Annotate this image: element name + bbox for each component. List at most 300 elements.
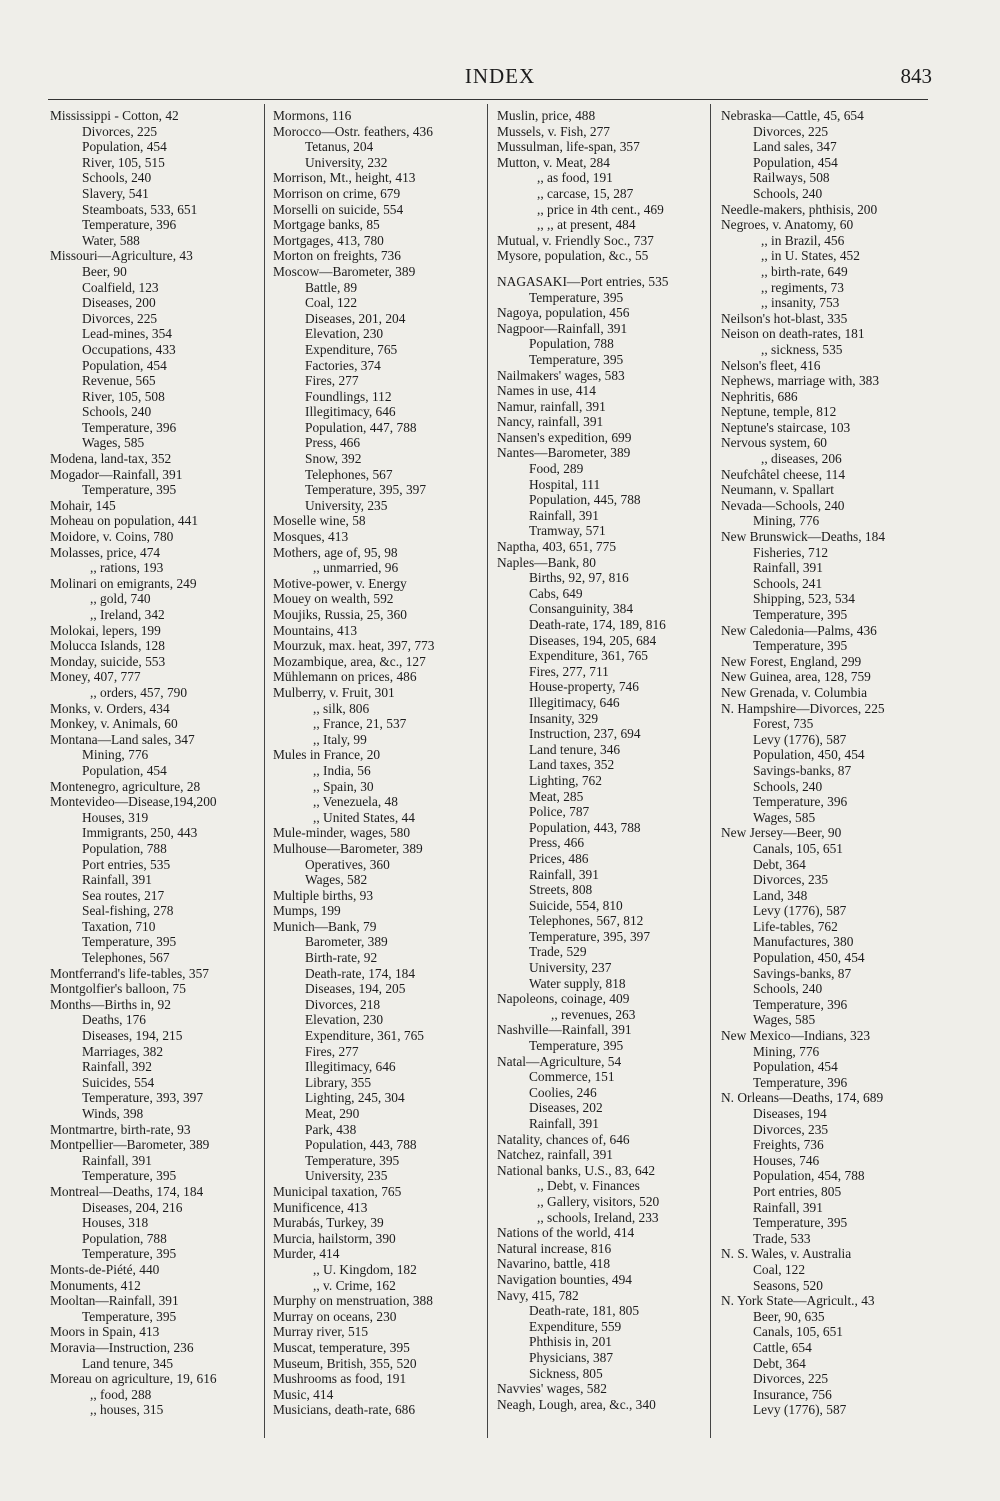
index-subentry: Consanguinity, 384 — [529, 601, 634, 617]
index-entry: Navvies' wages, 582 — [497, 1381, 607, 1397]
index-subentry: Mining, 776 — [753, 1043, 820, 1059]
index-entry: New Guinea, area, 128, 759 — [721, 669, 871, 685]
index-entry: Mule-minder, wages, 580 — [273, 825, 411, 841]
index-entry: Mulhouse—Barometer, 389 — [273, 840, 423, 856]
index-subentry: Diseases, 200 — [82, 295, 156, 311]
index-subentry: Water supply, 818 — [529, 975, 626, 991]
index-entry: Moors in Spain, 413 — [50, 1324, 160, 1340]
index-subentry: Physicians, 387 — [529, 1349, 614, 1365]
index-entry: Nations of the world, 414 — [497, 1225, 635, 1241]
index-subentry: Rainfall, 391 — [82, 1152, 152, 1168]
index-subentry: Rainfall, 391 — [753, 1199, 823, 1215]
index-entry: Moheau on population, 441 — [50, 513, 199, 529]
index-subentry: University, 235 — [305, 497, 388, 513]
index-subentry: Debt, 364 — [753, 1355, 806, 1371]
index-subentry: Schools, 240 — [82, 404, 152, 420]
index-subentry: Winds, 398 — [82, 1106, 144, 1121]
index-subentry: Battle, 89 — [305, 279, 358, 295]
index-subentry: ,, Venezuela, 48 — [313, 794, 398, 810]
index-entry: Murphy on menstruation, 388 — [273, 1293, 433, 1309]
index-subentry: Meat, 290 — [305, 1106, 360, 1121]
index-entry: Moscow—Barometer, 389 — [273, 263, 416, 279]
index-subentry: Operatives, 360 — [305, 856, 390, 872]
index-subentry: Police, 787 — [529, 804, 590, 820]
index-entry: Mouey on wealth, 592 — [273, 591, 394, 607]
index-subentry: Wages, 585 — [82, 435, 145, 451]
index-subentry: ,, France, 21, 537 — [313, 716, 407, 732]
index-subentry: ,, Gallery, visitors, 520 — [537, 1193, 660, 1209]
index-subentry: Temperature, 396 — [753, 1074, 848, 1090]
index-subentry: Birth-rate, 92 — [305, 950, 378, 966]
index-entry: Murcia, hailstorm, 390 — [273, 1230, 396, 1246]
index-entry: Motive-power, v. Energy — [273, 575, 407, 591]
section-gap — [497, 264, 719, 274]
index-entry: Months—Births in, 92 — [50, 996, 171, 1012]
index-subentry: Suicides, 554 — [82, 1074, 155, 1090]
index-entry: Morton on freights, 736 — [273, 248, 401, 264]
index-entry: New Mexico—Indians, 323 — [721, 1028, 871, 1044]
index-entry: Neilson's hot-blast, 335 — [721, 310, 848, 326]
index-subentry: Population, 788 — [82, 840, 167, 856]
index-subentry: Diseases, 202 — [529, 1100, 603, 1116]
index-subentry: Schools, 240 — [753, 185, 823, 201]
index-subentry: ,, Italy, 99 — [313, 731, 367, 747]
index-subentry: Houses, 318 — [82, 1215, 149, 1231]
index-subentry: Population, 450, 454 — [753, 950, 865, 966]
index-entry: Nancy, rainfall, 391 — [497, 414, 604, 430]
index-subentry: Foundlings, 112 — [305, 388, 392, 404]
index-entry: Mogador—Rainfall, 391 — [50, 466, 183, 482]
index-subentry: Land taxes, 352 — [529, 757, 615, 773]
index-entry: Murder, 414 — [273, 1246, 340, 1262]
index-subentry: Divorces, 235 — [753, 1121, 829, 1137]
index-subentry: Divorces, 218 — [305, 996, 381, 1012]
index-subentry: ,, houses, 315 — [90, 1402, 164, 1418]
index-entry: Molasses, price, 474 — [50, 544, 161, 560]
index-subentry: Manufactures, 380 — [753, 934, 854, 950]
index-subentry: Divorces, 235 — [753, 872, 829, 888]
index-subentry: Temperature, 395 — [529, 1038, 624, 1054]
index-subentry: Tramway, 571 — [529, 523, 606, 539]
index-subentry: Steamboats, 533, 651 — [82, 201, 198, 217]
index-subentry: Meat, 285 — [529, 788, 584, 804]
index-entry: Moselle wine, 58 — [273, 513, 366, 529]
index-entry: Navigation bounties, 494 — [497, 1271, 633, 1287]
index-subentry: Population, 443, 788 — [529, 819, 641, 835]
index-subentry: Diseases, 194, 205 — [305, 981, 406, 997]
index-subentry: Schools, 240 — [753, 778, 823, 794]
index-subentry: Fires, 277 — [305, 1043, 359, 1059]
index-subentry: Library, 355 — [305, 1074, 372, 1090]
index-entry: Montmartre, birth-rate, 93 — [50, 1121, 191, 1137]
index-entry: Namur, rainfall, 391 — [497, 398, 606, 414]
index-subentry: Houses, 319 — [82, 809, 149, 825]
index-entry: Neptune, temple, 812 — [721, 404, 837, 420]
page-number: 843 — [900, 64, 932, 88]
index-subentry: Barometer, 389 — [305, 934, 388, 950]
index-entry: Music, 414 — [273, 1386, 334, 1402]
index-subentry: House-property, 746 — [529, 679, 639, 695]
index-entry: Nevada—Schools, 240 — [721, 497, 845, 513]
index-entry: Nervous system, 60 — [721, 435, 828, 451]
index-subentry: Land, 348 — [753, 887, 808, 903]
page-title: INDEX — [464, 64, 536, 88]
index-entry: N. Hampshire—Divorces, 225 — [721, 700, 885, 716]
index-subentry: University, 237 — [529, 960, 612, 976]
index-subentry: Diseases, 201, 204 — [305, 310, 406, 326]
index-subentry: Population, 788 — [82, 1230, 167, 1246]
index-entry: Morrison, Mt., height, 413 — [273, 170, 416, 186]
index-subentry: Rainfall, 391 — [82, 872, 152, 888]
index-subentry: Population, 445, 788 — [529, 492, 641, 508]
index-entry: Modena, land-tax, 352 — [50, 451, 172, 467]
index-entry: Mysore, population, &c., 55 — [497, 248, 649, 264]
index-subentry: Temperature, 396 — [753, 996, 848, 1012]
index-subentry: Houses, 746 — [753, 1152, 820, 1168]
index-entry: Mushrooms as food, 191 — [273, 1371, 407, 1387]
index-subentry: Temperature, 395 — [753, 607, 848, 622]
index-entry: New Jersey—Beer, 90 — [721, 825, 842, 841]
index-subentry: Coolies, 246 — [529, 1084, 597, 1100]
index-subentry: ,, sickness, 535 — [761, 341, 843, 357]
index-entry: Negroes, v. Anatomy, 60 — [721, 217, 854, 233]
index-entry: Needle-makers, phthisis, 200 — [721, 201, 878, 217]
index-subentry: Death-rate, 174, 189, 816 — [529, 617, 666, 632]
index-entry: Muscat, temperature, 395 — [273, 1339, 410, 1355]
index-subentry: Wages, 582 — [305, 872, 368, 888]
index-entry: Munich—Bank, 79 — [273, 918, 377, 934]
index-subentry: Illegitimacy, 646 — [305, 404, 396, 420]
index-subentry: Divorces, 225 — [753, 123, 829, 139]
index-subentry: Temperature, 396 — [753, 794, 848, 810]
index-entry: Mortgage banks, 85 — [273, 217, 380, 233]
index-entry: Natural increase, 816 — [497, 1240, 612, 1256]
index-entry: Morocco—Ostr. feathers, 436 — [273, 123, 433, 139]
index-subentry: Rainfall, 391 — [529, 1116, 599, 1131]
index-subentry: Population, 454 — [753, 154, 838, 170]
index-subentry: Revenue, 565 — [82, 373, 156, 389]
index-subentry: Rainfall, 391 — [753, 560, 823, 576]
index-subentry: Schools, 240 — [82, 170, 152, 186]
index-subentry: ,, as food, 191 — [537, 170, 613, 186]
index-entry: Mussels, v. Fish, 277 — [497, 123, 610, 139]
index-subentry: Population, 454 — [753, 1059, 838, 1075]
index-entry: Montenegro, agriculture, 28 — [50, 778, 201, 794]
index-entry: Naples—Bank, 80 — [497, 554, 596, 570]
index-subentry: Temperature, 396 — [82, 419, 177, 435]
index-subentry: Instruction, 237, 694 — [529, 726, 641, 742]
index-subentry: Fires, 277, 711 — [529, 663, 609, 679]
index-entry: Monkey, v. Animals, 60 — [50, 716, 178, 732]
index-entry: New Caledonia—Palms, 436 — [721, 622, 877, 638]
index-entry: Natality, chances of, 646 — [497, 1131, 630, 1147]
index-entry: Mooltan—Rainfall, 391 — [50, 1293, 179, 1309]
index-subentry: Coal, 122 — [305, 295, 358, 311]
index-entry: Municipal taxation, 765 — [273, 1183, 402, 1199]
index-column-1 — [50, 108, 272, 1418]
index-subentry: Diseases, 194 — [753, 1106, 827, 1121]
index-entry: Molucca Islands, 128 — [50, 638, 165, 654]
index-subentry: ,, India, 56 — [313, 762, 371, 778]
index-subentry: Sea routes, 217 — [82, 887, 165, 903]
index-subentry: Land tenure, 346 — [529, 741, 621, 757]
index-entry: Natchez, rainfall, 391 — [497, 1147, 613, 1163]
index-subentry: River, 105, 508 — [82, 388, 165, 404]
index-entry: Moidore, v. Coins, 780 — [50, 529, 174, 545]
index-subentry: ,, in Brazil, 456 — [761, 232, 845, 248]
index-subentry: Press, 466 — [529, 835, 585, 851]
index-subentry: ,, diseases, 206 — [761, 451, 842, 467]
index-subentry: Fires, 277 — [305, 373, 359, 389]
index-subentry: ,, Ireland, 342 — [90, 607, 165, 622]
index-subentry: University, 235 — [305, 1168, 388, 1184]
index-entry: Morselli on suicide, 554 — [273, 201, 404, 217]
index-subentry: ,, unmarried, 96 — [313, 560, 399, 576]
index-subentry: Trade, 529 — [529, 944, 587, 960]
index-entry: Neufchâtel cheese, 114 — [721, 466, 846, 482]
index-entry: Multiple births, 93 — [273, 887, 374, 903]
index-subentry: Temperature, 395 — [82, 482, 177, 498]
index-entry: Mortgages, 413, 780 — [273, 232, 384, 248]
index-entry: New Forest, England, 299 — [721, 653, 862, 669]
index-entry: N. S. Wales, v. Australia — [721, 1246, 852, 1262]
index-entry: Morrison on crime, 679 — [273, 185, 401, 201]
index-subentry: Mining, 776 — [82, 747, 149, 763]
index-subentry: ,, carcase, 15, 287 — [537, 185, 634, 201]
index-entry: Names in use, 414 — [497, 383, 596, 399]
header-rule — [48, 99, 928, 100]
index-subentry: Lead-mines, 354 — [82, 326, 172, 342]
index-subentry: ,, ,, at present, 484 — [537, 217, 636, 233]
index-subentry: Park, 438 — [305, 1121, 357, 1137]
index-entry: Mormons, 116 — [273, 108, 352, 123]
index-entry: Monday, suicide, 553 — [50, 653, 166, 669]
index-subentry: Commerce, 151 — [529, 1069, 615, 1085]
index-subentry: Births, 92, 97, 816 — [529, 570, 629, 586]
index-subentry: Levy (1776), 587 — [753, 903, 847, 919]
index-subentry: Deaths, 176 — [82, 1012, 146, 1028]
index-entry: Nagoya, population, 456 — [497, 305, 630, 321]
index-subentry: Temperature, 395 — [82, 934, 177, 950]
index-subentry: Seal-fishing, 278 — [82, 903, 174, 919]
index-entry: Montana—Land sales, 347 — [50, 731, 195, 747]
index-entry: Murabás, Turkey, 39 — [273, 1215, 384, 1231]
index-entry: New Brunswick—Deaths, 184 — [721, 529, 886, 545]
index-subentry: Debt, 364 — [753, 856, 806, 872]
index-subentry: Occupations, 433 — [82, 341, 176, 357]
index-entry: Mühlemann on prices, 486 — [273, 669, 417, 685]
index-entry: Montgolfier's balloon, 75 — [50, 981, 186, 997]
index-subentry: Phthisis in, 201 — [529, 1334, 612, 1350]
index-subentry: Insanity, 329 — [529, 710, 599, 726]
index-entry: Nailmakers' wages, 583 — [497, 367, 625, 383]
index-column-4 — [721, 108, 943, 1418]
index-subentry: ,, silk, 806 — [313, 700, 370, 716]
index-subentry: Coalfield, 123 — [82, 279, 159, 295]
index-subentry: Mining, 776 — [753, 513, 820, 529]
index-entry: Munificence, 413 — [273, 1199, 368, 1215]
index-subentry: Population, 454 — [82, 357, 167, 373]
index-subentry: Suicide, 554, 810 — [529, 897, 623, 913]
index-subentry: Temperature, 395 — [82, 1168, 177, 1184]
index-entry: Mumps, 199 — [273, 903, 341, 919]
index-subentry: Cattle, 654 — [753, 1339, 812, 1355]
index-entry: Nephews, marriage with, 383 — [721, 373, 880, 389]
index-subentry: Divorces, 225 — [753, 1371, 829, 1387]
index-entry: NAGASAKI—Port entries, 535 — [497, 273, 669, 289]
index-subentry: ,, birth-rate, 649 — [761, 263, 848, 279]
index-subentry: Savings-banks, 87 — [753, 762, 852, 778]
index-subentry: ,, in U. States, 452 — [761, 248, 860, 264]
index-subentry: Population, 443, 788 — [305, 1137, 417, 1153]
index-subentry: Prices, 486 — [529, 850, 589, 866]
index-subentry: Temperature, 393, 397 — [82, 1090, 204, 1106]
index-entry: N. Orleans—Deaths, 174, 689 — [721, 1090, 884, 1106]
index-subentry: Expenditure, 361, 765 — [305, 1028, 425, 1044]
index-entry: Moravia—Instruction, 236 — [50, 1339, 194, 1355]
index-subentry: Temperature, 395 — [305, 1152, 400, 1168]
index-entry: Mourzuk, max. heat, 397, 773 — [273, 638, 435, 654]
index-entry: Muslin, price, 488 — [497, 108, 596, 123]
index-subentry: Port entries, 805 — [753, 1183, 842, 1199]
index-subentry: Telephones, 567 — [82, 950, 170, 966]
index-subentry: ,, schools, Ireland, 233 — [537, 1209, 659, 1225]
index-subentry: Rainfall, 392 — [82, 1059, 152, 1075]
index-subentry: Insurance, 756 — [753, 1386, 832, 1402]
index-entry: Money, 407, 777 — [50, 669, 141, 685]
index-subentry: Divorces, 225 — [82, 310, 158, 326]
index-subentry: ,, food, 288 — [90, 1386, 152, 1402]
index-subentry: Temperature, 396 — [82, 217, 177, 233]
index-entry: Nephritis, 686 — [721, 388, 798, 404]
index-subentry: Levy (1776), 587 — [753, 1402, 847, 1418]
index-subentry: Population, 454, 788 — [753, 1168, 865, 1184]
index-subentry: Death-rate, 181, 805 — [529, 1303, 640, 1319]
index-subentry: Cabs, 649 — [529, 585, 583, 601]
index-subentry: Immigrants, 250, 443 — [82, 825, 198, 841]
index-subentry: Land sales, 347 — [753, 139, 837, 155]
index-subentry: Tetanus, 204 — [305, 139, 374, 155]
index-subentry: Elevation, 230 — [305, 1012, 384, 1028]
index-subentry: Population, 454 — [82, 762, 167, 778]
index-subentry: Taxation, 710 — [82, 918, 156, 934]
index-subentry: Temperature, 395 — [82, 1246, 177, 1262]
index-subentry: Diseases, 204, 216 — [82, 1199, 183, 1215]
index-subentry: Expenditure, 361, 765 — [529, 648, 649, 664]
index-entry: Navy, 415, 782 — [497, 1287, 579, 1303]
index-entry: Mohair, 145 — [50, 497, 116, 513]
index-entry: Montpellier—Barometer, 389 — [50, 1137, 210, 1153]
index-subentry: ,, Spain, 30 — [313, 778, 374, 794]
index-subentry: Expenditure, 765 — [305, 341, 398, 357]
index-subentry: Lighting, 245, 304 — [305, 1090, 405, 1106]
index-subentry: Diseases, 194, 205, 684 — [529, 632, 657, 648]
index-subentry: Expenditure, 559 — [529, 1318, 622, 1334]
index-entry: Mules in France, 20 — [273, 747, 381, 763]
index-entry: Natal—Agriculture, 54 — [497, 1053, 622, 1069]
index-entry: Mutton, v. Meat, 284 — [497, 154, 610, 170]
index-subentry: Rainfall, 391 — [529, 866, 599, 882]
index-entry: Nashville—Rainfall, 391 — [497, 1022, 632, 1038]
index-subentry: University, 232 — [305, 154, 388, 170]
index-subentry: Slavery, 541 — [82, 185, 149, 201]
index-entry: New Grenada, v. Columbia — [721, 684, 868, 700]
index-entry: Molinari on emigrants, 249 — [50, 575, 197, 591]
index-subentry: Wages, 585 — [753, 1012, 816, 1028]
index-subentry: Food, 289 — [529, 461, 584, 477]
index-subentry: Forest, 735 — [753, 716, 814, 732]
index-subentry: ,, Debt, v. Finances — [537, 1178, 640, 1194]
index-subentry: ,, insanity, 753 — [761, 295, 840, 311]
index-subentry: Diseases, 194, 215 — [82, 1028, 183, 1044]
index-subentry: Beer, 90, 635 — [753, 1308, 825, 1324]
index-subentry: Canals, 105, 651 — [753, 1324, 844, 1340]
index-entry: Nebraska—Cattle, 45, 654 — [721, 108, 864, 123]
index-entry: N. York State—Agricult., 43 — [721, 1293, 875, 1309]
index-subentry: Population, 447, 788 — [305, 419, 417, 435]
index-subentry: Press, 466 — [305, 435, 361, 451]
index-entry: Montevideo—Disease,194,200 — [50, 794, 217, 810]
index-subentry: Trade, 533 — [753, 1230, 811, 1246]
index-subentry: Elevation, 230 — [305, 326, 384, 342]
index-subentry: Marriages, 382 — [82, 1043, 164, 1059]
index-subentry: ,, revenues, 263 — [551, 1006, 636, 1022]
index-subentry: ,, v. Crime, 162 — [313, 1277, 396, 1293]
index-entry: Molokai, lepers, 199 — [50, 622, 161, 638]
index-subentry: Schools, 240 — [753, 981, 823, 997]
index-subentry: Telephones, 567 — [305, 466, 393, 482]
index-entry: Nelson's fleet, 416 — [721, 357, 821, 373]
index-subentry: Savings-banks, 87 — [753, 965, 852, 981]
index-subentry: Water, 588 — [82, 232, 140, 248]
index-subentry: Wages, 585 — [753, 809, 816, 825]
index-entry: Neptune's staircase, 103 — [721, 419, 851, 435]
index-entry: Montreal—Deaths, 174, 184 — [50, 1183, 204, 1199]
index-subentry: Land tenure, 345 — [82, 1355, 174, 1371]
index-entry: Musicians, death-rate, 686 — [273, 1402, 416, 1418]
index-entry: Neison on death-rates, 181 — [721, 326, 865, 342]
index-subentry: Factories, 374 — [305, 357, 381, 373]
index-subentry: Fisheries, 712 — [753, 544, 829, 560]
index-entry: Nantes—Barometer, 389 — [497, 445, 631, 461]
index-entry: Murray on oceans, 230 — [273, 1308, 397, 1324]
index-subentry: ,, price in 4th cent., 469 — [537, 201, 664, 217]
index-subentry: ,, orders, 457, 790 — [90, 684, 188, 700]
index-subentry: Temperature, 395 — [753, 1215, 848, 1231]
index-entry: Moujiks, Russia, 25, 360 — [273, 607, 407, 622]
index-subentry: Temperature, 395, 397 — [305, 482, 427, 498]
index-entry: Mozambique, area, &c., 127 — [273, 653, 426, 669]
index-subentry: Population, 454 — [82, 139, 167, 155]
index-subentry: Population, 450, 454 — [753, 747, 865, 763]
index-entry: Mussulman, life-span, 357 — [497, 139, 640, 155]
index-subentry: Hospital, 111 — [529, 476, 601, 492]
index-entry: Mountains, 413 — [273, 622, 358, 638]
index-subentry: Levy (1776), 587 — [753, 731, 847, 747]
index-entry: Neagh, Lough, area, &c., 340 — [497, 1396, 656, 1412]
index-entry: Mothers, age of, 95, 98 — [273, 544, 398, 560]
index-subentry: Telephones, 567, 812 — [529, 913, 644, 929]
index-subentry: ,, gold, 740 — [90, 591, 151, 607]
index-subentry: Freights, 736 — [753, 1137, 824, 1153]
index-entry: Missouri—Agriculture, 43 — [50, 248, 193, 264]
index-entry: Mississippi - Cotton, 42 — [50, 108, 179, 123]
index-subentry: Sickness, 805 — [529, 1365, 603, 1381]
index-entry: Monks, v. Orders, 434 — [50, 700, 170, 716]
index-subentry: Snow, 392 — [305, 451, 362, 467]
index-entry: Murray river, 515 — [273, 1324, 369, 1340]
index-subentry: Illegitimacy, 646 — [529, 694, 620, 710]
